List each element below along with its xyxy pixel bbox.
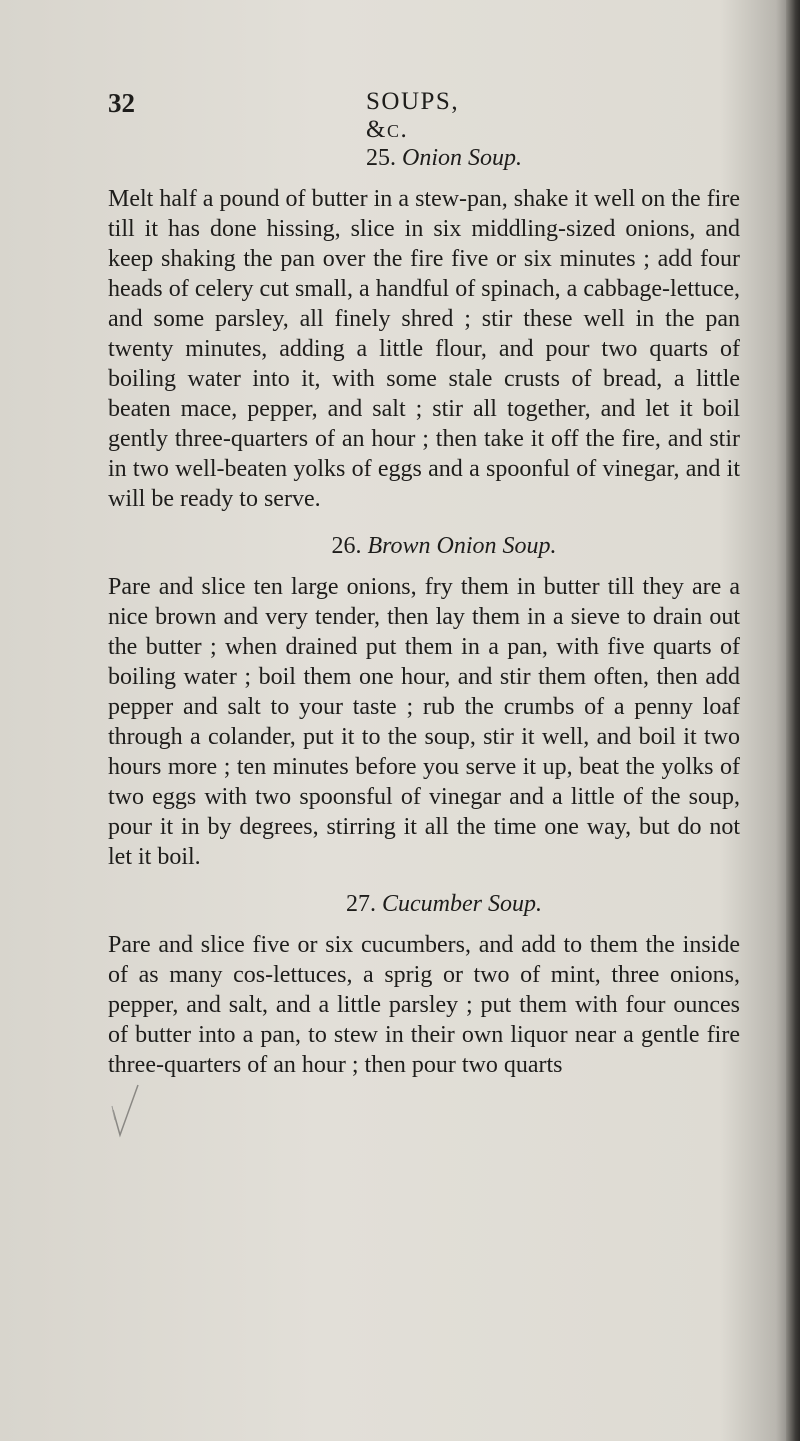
book-spine-edge [786,0,800,1441]
recipe-title-27 [108,888,740,920]
recipe-title-25 [108,142,740,174]
recipe-name: Brown Onion Soup. [367,533,557,559]
recipe-name: Onion Soup. [402,145,522,171]
recipe-number: 25. [366,145,396,171]
recipe-body-27: Pare and slice five or six cucumbers, and add to them the inside of as many cos-lettuces, a sprig or two of mint, three onions, pepper, and salt, and a little parsley ; put them with four ounces of butter into a pan, to stew in their own liquor near a gentle fire three-quarters of an hour ; then pour two quarts [108,932,740,1078]
recipe-number: 27. [346,891,376,917]
running-head: SOUPS, &c. [366,88,460,143]
recipe-title-26 [108,530,740,562]
page-number: 32 [108,88,135,118]
recipe-body-25: Melt half a pound of butter in a stew-pan, shake it well on the fire till it has done hissing, slice in six middling-sized onions, and keep shaking the pan over the fire five or six minutes ; add four heads of celery cut small, a handful of spinach, a cabbage-lettuce, and some parsley, all finely shred ; stir these well in the pan twenty minutes, adding a little flour, and pour two quarts of boiling water into it, with some stale crusts of bread, a little beaten mace, pepper, and salt ; stir all together, and let it boil gently three-quarters of an hour ; then take it off the fire, and stir in two well-beaten yolks of eggs and a spoonful of vinegar, and it will be ready to serve. [108,186,740,512]
recipe-name: Cucumber Soup. [382,891,542,917]
recipe-text [108,142,740,1096]
page-header [108,88,498,143]
recipe-body-26: Pare and slice ten large onions, fry them in butter till they are a nice brown and very tender, then lay them in a sieve to drain out the butter ; when drained put them in a pan, with five quarts of boiling water ; boil them one hour, and stir them often, then add pepper and salt to your taste ; rub the crumbs of a penny loaf through a colander, put it to the soup, stir it well, and boil it two hours more ; ten minutes before you serve it up, beat the yolks of two eggs with two spoonsful of vinegar and a little of the soup, pour it in by degrees, stirring it all the time one way, but do not let it boil. [108,574,740,870]
recipe-number: 26. [331,533,362,559]
pencil-check-mark [110,1080,140,1140]
